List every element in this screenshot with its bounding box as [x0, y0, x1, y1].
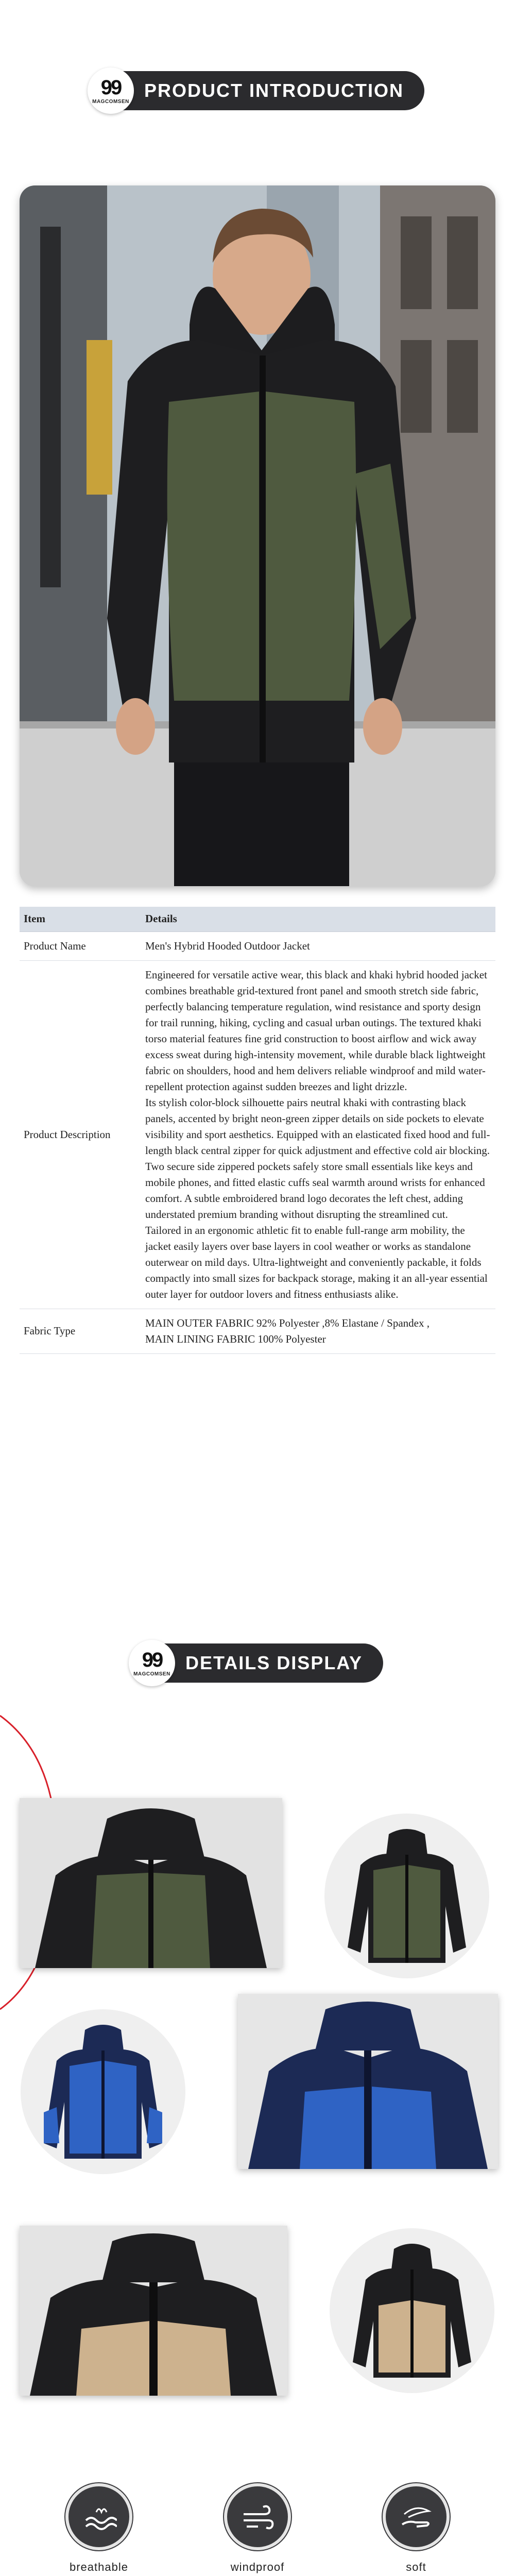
wind-icon-glyph: [239, 2499, 276, 2535]
table-row: [20, 960, 495, 1309]
section-title: PRODUCT INTRODUCTION: [144, 80, 404, 101]
table-row: [20, 1309, 495, 1353]
row-label: Product Description: [20, 960, 141, 1309]
logo-number: 99: [100, 76, 121, 99]
tan-jacket-closeup-illustration: [20, 2226, 287, 2396]
logo-number: 99: [142, 1648, 162, 1671]
product-spec-table: [20, 907, 495, 1354]
row-value-text: Its stylish color-block silhouette pairs neutral khaki with contrasting black panels, accented by bright neon-green zipper details on side pockets to elevate visibility and sport aesthetics. Equipped with an elasticated fixed hood and full-length black central zipper for quick adjustment and effective cold air blocking. Two secure side zippered pockets safely store small essentials like keys and mobile phones, and fitted elastic cuffs seal warmth around wrists for enhanced comfort. A subtle embroidered brand logo decorates the left chest, adding understated premium branding without disrupting the streamlined cut.: [145, 1096, 490, 1221]
column-header-item: Item: [20, 907, 141, 931]
feature-label: breathable: [70, 2561, 128, 2573]
blue-jacket-front-illustration: [21, 2009, 185, 2174]
row-value: [141, 931, 495, 960]
detail-image-tan-jacket-front: [330, 2228, 494, 2393]
feather-hand-icon: [383, 2483, 450, 2550]
blue-jacket-closeup-illustration: [238, 1994, 498, 2169]
row-value-text: MAIN OUTER FABRIC 92% Polyester ,8% Elastane / Spandex ,: [145, 1316, 430, 1329]
detail-image-tan-jacket-closeup: [20, 2226, 287, 2396]
row-value: [141, 960, 495, 1309]
waves-icon-glyph: [81, 2499, 117, 2535]
wind-icon: [224, 2483, 291, 2550]
model-wearing-jacket-illustration: [20, 185, 495, 886]
row-value: [141, 1309, 495, 1353]
waves-icon: [65, 2483, 132, 2550]
feature-breathable: [47, 2483, 150, 2574]
detail-image-green-jacket-closeup: [20, 1798, 282, 1968]
detail-image-green-jacket-front: [324, 1814, 489, 1978]
table-row: [20, 931, 495, 960]
row-value-text: Men's Hybrid Hooded Outdoor Jacket: [145, 939, 310, 952]
feather-hand-icon-glyph: [398, 2499, 434, 2535]
hero-product-image: [20, 185, 495, 886]
feature-windproof: [206, 2483, 309, 2574]
tan-jacket-front-illustration: [330, 2228, 494, 2393]
brand-logo: [88, 67, 134, 114]
product-introduction-banner: [91, 71, 424, 110]
feature-label: windproof: [230, 2561, 285, 2573]
column-header-details: Details: [141, 907, 495, 931]
row-value-text: Tailored in an ergonomic athletic fit to enable full-range arm mobility, the jacket easily layers over base layers in cool weather or works as standalone outerwear on mild days. Ultra-lightweight and conveniently packable, it folds compactly into small sizes for backpack storage, making it an all-year essential outer layer for outdoor lovers and fitness enthusiasts alike.: [145, 1224, 488, 1300]
jacket-front-illustration: [324, 1814, 489, 1978]
detail-image-blue-jacket-front: [21, 2009, 185, 2174]
table-header-row: [20, 907, 495, 931]
logo-brand: MAGCOMSEN: [92, 98, 129, 105]
details-display-banner: [132, 1643, 383, 1683]
row-label: Product Name: [20, 931, 141, 960]
brand-logo: [129, 1640, 175, 1686]
section-title: DETAILS DISPLAY: [185, 1652, 363, 1673]
row-value-text: Engineered for versatile active wear, this black and khaki hybrid hooded jacket combines breathable grid-textured front panel and smooth stretch side fabric, perfectly balancing temperature regulation, wind resistance and sporty design for trail running, hiking, cycling and casual urban outings. The textured khaki torso material features fine grid construction to boost airflow and wick away excess sweat during high-intensity movement, while durable black lightweight fabric on shoulders, hood and hem delivers reliable windproof and mild water-repellent protection against sudden breezes and light drizzle.: [145, 968, 487, 1093]
row-label: Fabric Type: [20, 1309, 141, 1353]
detail-image-blue-jacket-closeup: [238, 1994, 498, 2169]
logo-brand: MAGCOMSEN: [133, 1671, 170, 1677]
row-value-text: MAIN LINING FABRIC 100% Polyester: [145, 1332, 326, 1345]
jacket-closeup-illustration: [20, 1798, 282, 1968]
feature-soft: [365, 2483, 468, 2574]
feature-label: soft: [406, 2561, 426, 2573]
